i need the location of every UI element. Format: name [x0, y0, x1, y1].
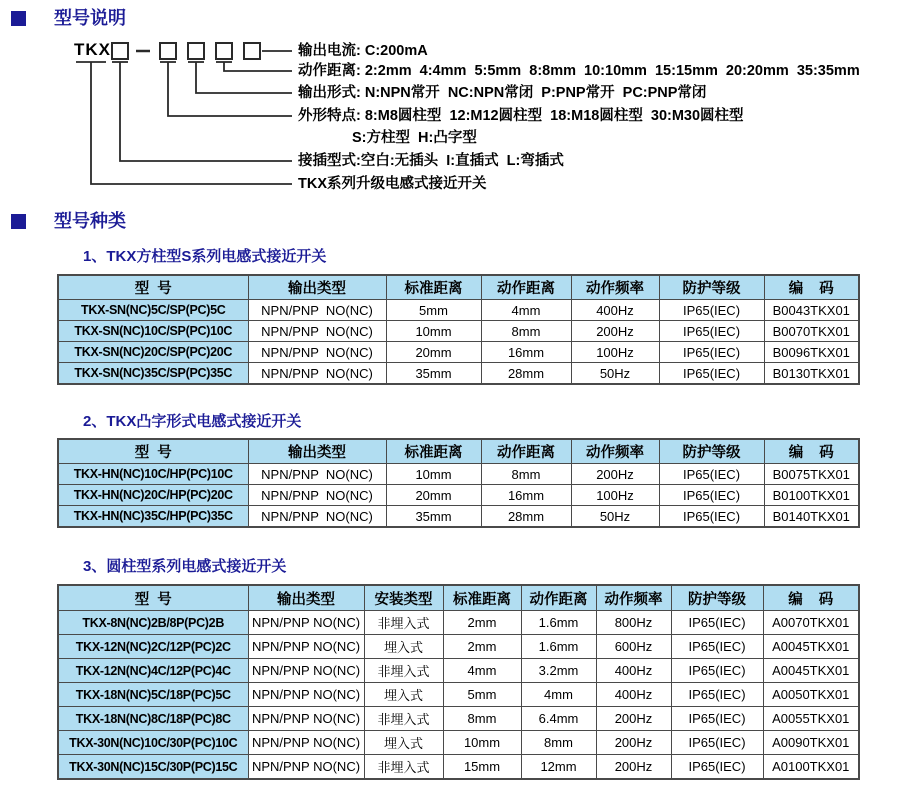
diagram-label-shape-feature-2: S:方柱型 H:凸字型 — [352, 130, 477, 146]
model-cell: TKX-HN(NC)10C/HP(PC)10C — [58, 464, 248, 485]
data-cell: A0045TKX01 — [763, 659, 859, 683]
section-title-model-description: 型号说明 — [54, 8, 126, 28]
data-cell: 200Hz — [571, 321, 659, 342]
data-cell: NPN/PNP NO(NC) — [248, 506, 386, 528]
table-row — [58, 485, 859, 506]
section-bullet-icon — [11, 11, 26, 26]
data-cell: 35mm — [386, 363, 481, 385]
column-header: 标准距离 — [443, 585, 521, 611]
data-cell: 2mm — [443, 611, 521, 635]
data-cell: A0070TKX01 — [763, 611, 859, 635]
table1-caption: 1、TKX方柱型S系列电感式接近开关 — [83, 248, 327, 265]
data-cell: 8mm — [481, 321, 571, 342]
data-cell: IP65(IEC) — [659, 464, 764, 485]
table-row — [58, 506, 859, 528]
data-cell: NPN/PNP NO(NC) — [248, 485, 386, 506]
column-header: 编 码 — [764, 439, 859, 464]
data-cell: 50Hz — [571, 363, 659, 385]
data-cell: 100Hz — [571, 342, 659, 363]
data-cell: 5mm — [443, 683, 521, 707]
column-header: 输出类型 — [248, 275, 386, 300]
data-cell: NPN/PNP NO(NC) — [248, 755, 364, 780]
table-row — [58, 611, 859, 635]
model-cell: TKX-30N(NC)10C/30P(PC)10C — [58, 731, 248, 755]
column-header: 动作距离 — [481, 439, 571, 464]
data-cell: 100Hz — [571, 485, 659, 506]
table-row — [58, 635, 859, 659]
data-cell: B0075TKX01 — [764, 464, 859, 485]
model-cell: TKX-SN(NC)5C/SP(PC)5C — [58, 300, 248, 321]
model-cell: TKX-18N(NC)5C/18P(PC)5C — [58, 683, 248, 707]
data-cell: 600Hz — [596, 635, 671, 659]
model-cell: TKX-HN(NC)20C/HP(PC)20C — [58, 485, 248, 506]
data-cell: 200Hz — [596, 707, 671, 731]
model-cell: TKX-8N(NC)2B/8P(PC)2B — [58, 611, 248, 635]
model-cell: TKX-30N(NC)15C/30P(PC)15C — [58, 755, 248, 780]
data-cell: 12mm — [521, 755, 596, 780]
column-header: 型 号 — [58, 439, 248, 464]
data-cell: B0096TKX01 — [764, 342, 859, 363]
diagram-label-series-name: TKX系列升级电感式接近开关 — [298, 176, 487, 192]
data-cell: 800Hz — [596, 611, 671, 635]
data-cell: 16mm — [481, 485, 571, 506]
column-header: 防护等级 — [671, 585, 763, 611]
table-row — [58, 755, 859, 780]
model-code-diagram — [0, 36, 900, 206]
data-cell: IP65(IEC) — [659, 363, 764, 385]
data-cell: 8mm — [521, 731, 596, 755]
data-cell: 非埋入式 — [364, 659, 443, 683]
data-cell: IP65(IEC) — [659, 506, 764, 528]
data-cell: 400Hz — [596, 659, 671, 683]
data-cell: 2mm — [443, 635, 521, 659]
table-cylindrical-series — [57, 584, 860, 780]
header-row — [58, 275, 859, 300]
diagram-label-shape-feature: 外形特点: 8:M8圆柱型 12:M12圆柱型 18:M18圆柱型 30:M30圆柱型 — [298, 108, 744, 124]
data-cell: IP65(IEC) — [671, 683, 763, 707]
data-cell: NPN/PNP NO(NC) — [248, 659, 364, 683]
column-header: 动作距离 — [481, 275, 571, 300]
table-row — [58, 464, 859, 485]
data-cell: NPN/PNP NO(NC) — [248, 611, 364, 635]
data-cell: 4mm — [443, 659, 521, 683]
data-cell: 非埋入式 — [364, 611, 443, 635]
model-cell: TKX-18N(NC)8C/18P(PC)8C — [58, 707, 248, 731]
model-cell: TKX-SN(NC)20C/SP(PC)20C — [58, 342, 248, 363]
data-cell: A0055TKX01 — [763, 707, 859, 731]
data-cell: 1.6mm — [521, 635, 596, 659]
column-header: 编 码 — [764, 275, 859, 300]
table-row — [58, 659, 859, 683]
data-cell: 10mm — [443, 731, 521, 755]
data-cell: B0140TKX01 — [764, 506, 859, 528]
data-cell: NPN/PNP NO(NC) — [248, 342, 386, 363]
table-square-series — [57, 274, 860, 385]
data-cell: 5mm — [386, 300, 481, 321]
table-convex-series — [57, 438, 860, 528]
data-cell: 10mm — [386, 464, 481, 485]
diagram-label-connector-type: 接插型式:空白:无插头 I:直插式 L:弯插式 — [298, 153, 564, 169]
data-cell: IP65(IEC) — [671, 635, 763, 659]
data-cell: A0100TKX01 — [763, 755, 859, 780]
table3-caption: 3、圆柱型系列电感式接近开关 — [83, 558, 287, 575]
data-cell: 非埋入式 — [364, 707, 443, 731]
header-row — [58, 585, 859, 611]
table-row — [58, 707, 859, 731]
data-cell: 非埋入式 — [364, 755, 443, 780]
table-row — [58, 300, 859, 321]
data-cell: 4mm — [521, 683, 596, 707]
column-header: 输出类型 — [248, 585, 364, 611]
column-header: 动作频率 — [596, 585, 671, 611]
table2-caption: 2、TKX凸字形式电感式接近开关 — [83, 413, 302, 430]
data-cell: IP65(IEC) — [671, 755, 763, 780]
data-cell: 1.6mm — [521, 611, 596, 635]
column-header: 编 码 — [763, 585, 859, 611]
data-cell: 20mm — [386, 485, 481, 506]
data-cell: NPN/PNP NO(NC) — [248, 707, 364, 731]
model-cell: TKX-12N(NC)2C/12P(PC)2C — [58, 635, 248, 659]
data-cell: NPN/PNP NO(NC) — [248, 464, 386, 485]
diagram-label-action-distance: 动作距离: 2:2mm 4:4mm 5:5mm 8:8mm 10:10mm 15:15mm 20:20mm 35:35mm — [298, 63, 860, 79]
data-cell: NPN/PNP NO(NC) — [248, 321, 386, 342]
table-row — [58, 321, 859, 342]
column-header: 输出类型 — [248, 439, 386, 464]
data-cell: 10mm — [386, 321, 481, 342]
data-cell: B0043TKX01 — [764, 300, 859, 321]
data-cell: 200Hz — [596, 755, 671, 780]
data-cell: 6.4mm — [521, 707, 596, 731]
model-cell: TKX-HN(NC)35C/HP(PC)35C — [58, 506, 248, 528]
data-cell: 埋入式 — [364, 683, 443, 707]
data-cell: 16mm — [481, 342, 571, 363]
cylindrical-series-table — [57, 584, 860, 780]
data-cell: 400Hz — [571, 300, 659, 321]
column-header: 型 号 — [58, 275, 248, 300]
data-cell: IP65(IEC) — [659, 321, 764, 342]
data-cell: B0100TKX01 — [764, 485, 859, 506]
column-header: 安装类型 — [364, 585, 443, 611]
data-cell: IP65(IEC) — [659, 342, 764, 363]
data-cell: 4mm — [481, 300, 571, 321]
data-cell: 200Hz — [596, 731, 671, 755]
column-header: 标准距离 — [386, 275, 481, 300]
data-cell: 8mm — [481, 464, 571, 485]
data-cell: A0090TKX01 — [763, 731, 859, 755]
table-row — [58, 731, 859, 755]
column-header: 型 号 — [58, 585, 248, 611]
model-cell: TKX-SN(NC)35C/SP(PC)35C — [58, 363, 248, 385]
data-cell: A0050TKX01 — [763, 683, 859, 707]
data-cell: IP65(IEC) — [671, 659, 763, 683]
section-title-model-types: 型号种类 — [54, 211, 126, 231]
header-row — [58, 439, 859, 464]
data-cell: NPN/PNP NO(NC) — [248, 635, 364, 659]
section-bullet-icon — [11, 214, 26, 229]
column-header: 动作频率 — [571, 275, 659, 300]
data-cell: NPN/PNP NO(NC) — [248, 683, 364, 707]
data-cell: 200Hz — [571, 464, 659, 485]
diagram-label-output-form: 输出形式: N:NPN常开 NC:NPN常闭 P:PNP常开 PC:PNP常闭 — [298, 85, 707, 101]
data-cell: NPN/PNP NO(NC) — [248, 300, 386, 321]
data-cell: 20mm — [386, 342, 481, 363]
data-cell: 50Hz — [571, 506, 659, 528]
data-cell: A0045TKX01 — [763, 635, 859, 659]
table-row — [58, 683, 859, 707]
data-cell: 3.2mm — [521, 659, 596, 683]
data-cell: 28mm — [481, 363, 571, 385]
column-header: 标准距离 — [386, 439, 481, 464]
model-cell: TKX-12N(NC)4C/12P(PC)4C — [58, 659, 248, 683]
data-cell: 35mm — [386, 506, 481, 528]
data-cell: 8mm — [443, 707, 521, 731]
model-prefix: TKX — [74, 40, 111, 59]
data-cell: IP65(IEC) — [671, 731, 763, 755]
column-header: 防护等级 — [659, 275, 764, 300]
data-cell: IP65(IEC) — [671, 707, 763, 731]
data-cell: IP65(IEC) — [671, 611, 763, 635]
data-cell: 埋入式 — [364, 635, 443, 659]
table-row — [58, 342, 859, 363]
data-cell: NPN/PNP NO(NC) — [248, 731, 364, 755]
data-cell: B0070TKX01 — [764, 321, 859, 342]
data-cell: 28mm — [481, 506, 571, 528]
data-cell: NPN/PNP NO(NC) — [248, 363, 386, 385]
column-header: 动作距离 — [521, 585, 596, 611]
diagram-label-output-current: 输出电流: C:200mA — [298, 43, 428, 59]
data-cell: 15mm — [443, 755, 521, 780]
table-row — [58, 363, 859, 385]
data-cell: IP65(IEC) — [659, 300, 764, 321]
convex-series-table — [57, 438, 860, 528]
model-cell: TKX-SN(NC)10C/SP(PC)10C — [58, 321, 248, 342]
data-cell: 400Hz — [596, 683, 671, 707]
data-cell: B0130TKX01 — [764, 363, 859, 385]
data-cell: IP65(IEC) — [659, 485, 764, 506]
column-header: 动作频率 — [571, 439, 659, 464]
column-header: 防护等级 — [659, 439, 764, 464]
square-series-table — [57, 274, 860, 385]
data-cell: 埋入式 — [364, 731, 443, 755]
